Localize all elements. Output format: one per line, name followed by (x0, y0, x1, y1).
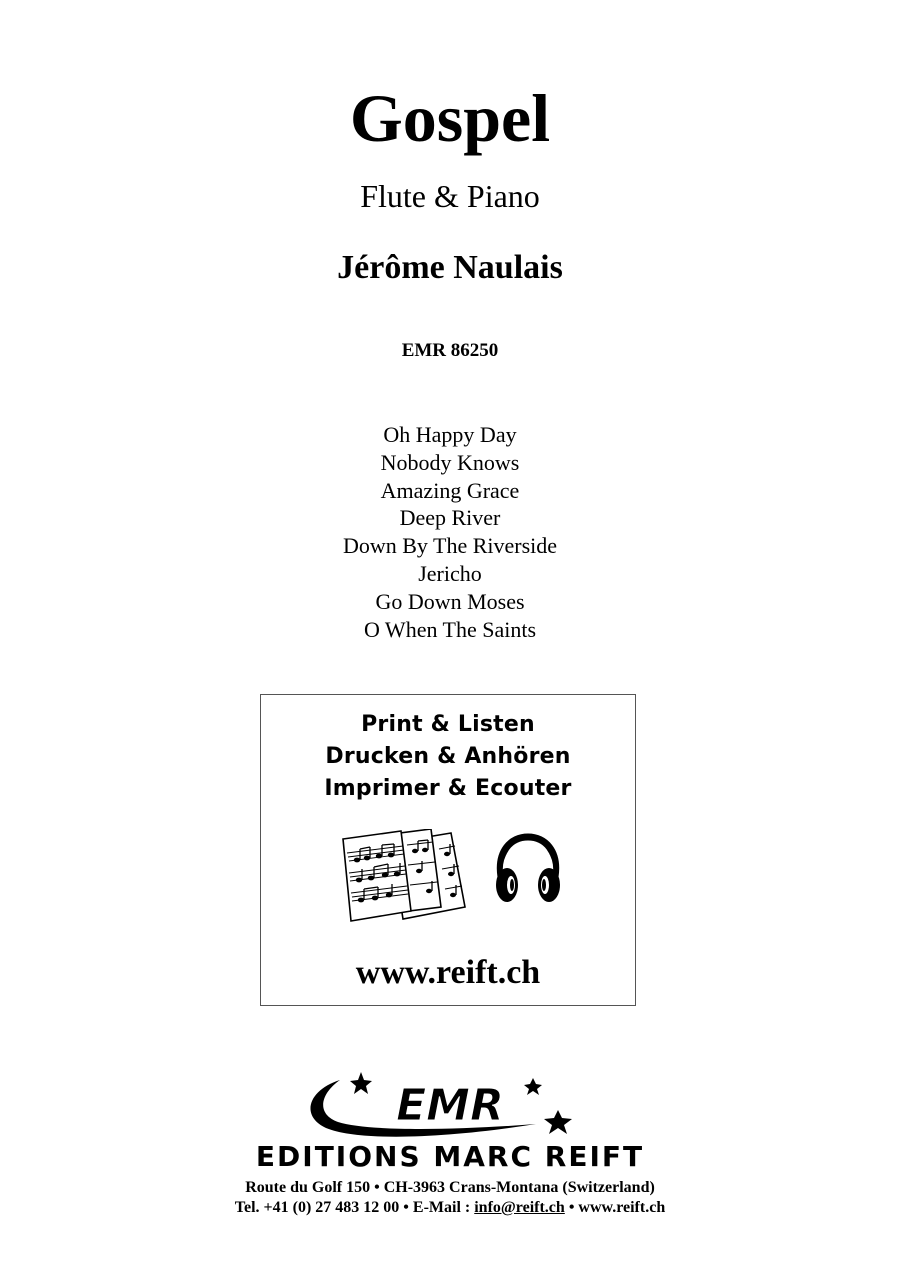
promo-text (261, 709, 635, 805)
phone-and-email-label: Tel. +41 (0) 27 483 12 00 • E-Mail : (234, 1199, 471, 1216)
sheet-music-icon (339, 829, 469, 925)
headphones-icon (493, 833, 563, 909)
promo-website-link[interactable]: www.reift.ch (355, 954, 541, 991)
list-item: Nobody Knows (380, 449, 520, 475)
page-title: Gospel (349, 80, 551, 156)
list-item: Deep River (399, 505, 501, 531)
list-item: Jericho (418, 560, 482, 586)
list-item: Amazing Grace (380, 477, 520, 503)
website-text: • www.reift.ch (568, 1199, 666, 1216)
emr-logo-text: EMR (396, 1080, 504, 1131)
publisher-address: Route du Golf 150 • CH-3963 Crans-Montana (Switzerland) (245, 1179, 655, 1196)
list-item: Down By The Riverside (342, 533, 558, 559)
promo-line-english: Print & Listen (361, 712, 535, 737)
list-item: O When The Saints (363, 616, 537, 642)
composer-name: Jérôme Naulais (337, 249, 563, 286)
promo-line-french: Imprimer & Ecouter (324, 776, 572, 801)
email-link[interactable]: info@reift.ch (474, 1199, 565, 1216)
list-item: Oh Happy Day (383, 422, 517, 447)
publisher-name: EDITIONS MARC REIFT (255, 1140, 645, 1173)
promo-line-german: Drucken & Anhören (325, 744, 571, 769)
list-item: Go Down Moses (375, 588, 525, 614)
song-list (0, 421, 900, 643)
emr-logo (300, 1072, 600, 1144)
print-listen-box (260, 694, 636, 1006)
publisher-contact (0, 1198, 900, 1218)
catalog-number: EMR 86250 (401, 340, 499, 361)
instrumentation: Flute & Piano (360, 178, 540, 214)
